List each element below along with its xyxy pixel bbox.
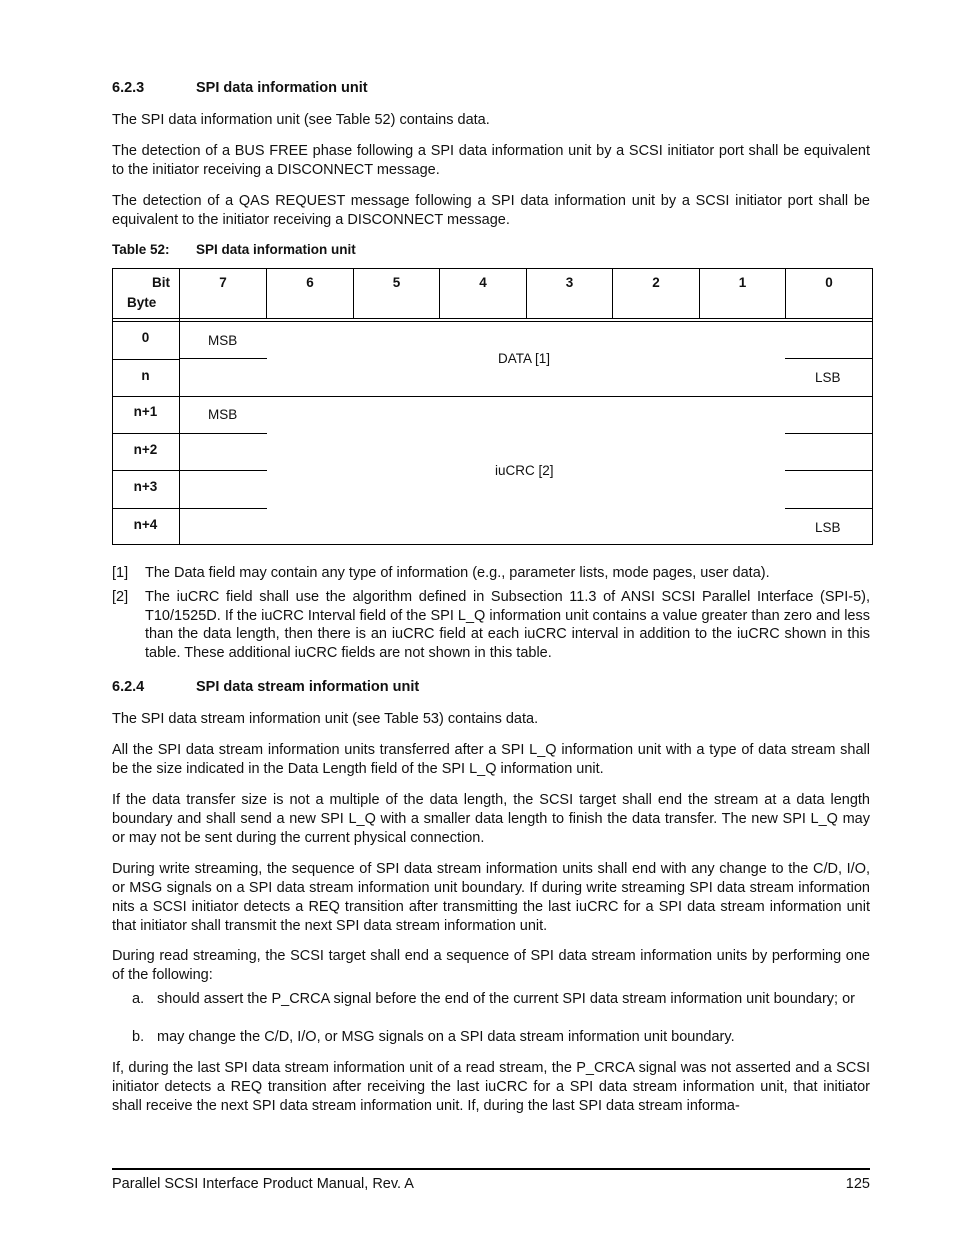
page-number: 125	[845, 1176, 870, 1192]
list-marker: b.	[132, 1029, 145, 1045]
note-marker: [2]	[112, 589, 129, 605]
bit-3-header: 3	[565, 275, 574, 290]
bit-7-header: 7	[219, 275, 227, 290]
paragraph: The SPI data stream information unit (see Table 53) contains data.	[112, 711, 539, 727]
byte-row-n1: n+1	[133, 404, 158, 419]
table-note	[112, 564, 870, 583]
spi-data-information-unit-table	[112, 268, 873, 545]
paragraph: The SPI data information unit (see Table 52) contains data.	[112, 112, 490, 128]
paragraph: All the SPI data stream information units transferred after a SPI L_Q information unit with a type of data stream shall be the size indicated in the Data Length field of the SPI L_Q information unit.	[112, 742, 870, 777]
byte-row-0: 0	[141, 330, 150, 345]
bit-4-header: 4	[479, 275, 487, 290]
iucrc-lsb: LSB	[815, 520, 841, 535]
byte-row-n4: n+4	[133, 517, 158, 532]
bit-6-header: 6	[306, 275, 314, 290]
list-text: may change the C/D, I/O, or MSG signals on a SPI data stream information unit boundary.	[157, 1029, 735, 1045]
paragraph: If, during the last SPI data stream information unit of a read stream, the P_CRCA signal was not asserted and a SCSI initiator detects a REQ transition after receiving the last iuCRC for a SPI data stream information unit, that initiator shall receive the next SPI data stream information unit. If, during the last SPI data stream informa-	[112, 1060, 870, 1114]
note-marker: [1]	[112, 565, 129, 581]
paragraph: If the data transfer size is not a multiple of the data length, the SCSI target shall end the stream at a data length boundary and shall send a new SPI L_Q with a smaller data length to finish the data transfer. The new SPI L_Q may or may not be sent during the current physical connection.	[112, 792, 870, 846]
note-text: The iuCRC field shall use the algorithm defined in Subsection 11.3 of ANSI SCSI Parallel Interface (SPI-5), T10/1525D. If the iuCRC Interval field of the SPI L_Q information unit contains a value greater than zero and less than the data length, then there is an iuCRC field at each iuCRC interval in addition to the iuCRC shown in this table. These additional iuCRC fields are not shown in this table.	[145, 589, 870, 661]
byte-row-n: n	[141, 368, 150, 383]
iucrc-msb: MSB	[208, 407, 238, 422]
bit-label: Bit	[152, 275, 170, 290]
iucrc-field-label: iuCRC [2]	[495, 463, 554, 478]
byte-row-n3: n+3	[133, 479, 158, 494]
section-number: 6.2.4	[112, 679, 145, 695]
list-item	[132, 1028, 870, 1047]
byte-row-n2: n+2	[133, 442, 158, 457]
paragraph: During write streaming, the sequence of SPI data stream information units shall end with any change to the C/D, I/O, or MSG signals on a SPI data stream information unit boundary. If during write streaming SPI data stream information nits a SCSI initiator detects a REQ transition after transmitting the last iuCRC for a SPI data stream information unit that initiator shall transmit the next SPI data stream information unit.	[112, 861, 870, 934]
paragraph: During read streaming, the SCSI target shall end a sequence of SPI data stream information units by performing one of the following:	[112, 948, 870, 983]
paragraph: The detection of a BUS FREE phase following a SPI data information unit by a SCSI initiator port shall be equivalent to the initiator receiving a DISCONNECT message.	[112, 143, 870, 178]
footer-title: Parallel SCSI Interface Product Manual, Rev. A	[112, 1176, 414, 1192]
bit-5-header: 5	[392, 275, 401, 290]
byte-label: Byte	[127, 295, 157, 310]
data-msb: MSB	[208, 333, 238, 348]
bit-0-header: 0	[825, 275, 833, 290]
list-marker: a.	[132, 991, 145, 1007]
paragraph: The detection of a QAS REQUEST message following a SPI data information unit by a SCSI initiator port shall be equivalent to the initiator receiving a DISCONNECT message.	[112, 193, 870, 228]
section-title: SPI data information unit	[196, 80, 368, 96]
footer-rule	[112, 1168, 870, 1170]
table-caption-number: Table 52:	[112, 242, 170, 257]
data-lsb: LSB	[815, 370, 841, 385]
list-text: should assert the P_CRCA signal before the end of the current SPI data stream information unit boundary; or	[157, 991, 856, 1007]
data-field-label: DATA [1]	[498, 351, 551, 366]
section-heading-623	[112, 80, 368, 96]
table-note	[112, 588, 870, 662]
section-title: SPI data stream information unit	[196, 679, 420, 695]
bit-2-header: 2	[652, 275, 660, 290]
section-heading-624	[112, 679, 419, 695]
list-item	[132, 990, 870, 1009]
bit-1-header: 1	[738, 275, 747, 290]
table-caption-title: SPI data information unit	[196, 242, 356, 257]
note-text: The Data field may contain any type of information (e.g., parameter lists, mode pages, user data).	[145, 565, 770, 581]
section-number: 6.2.3	[112, 80, 145, 96]
table-caption	[112, 242, 356, 257]
